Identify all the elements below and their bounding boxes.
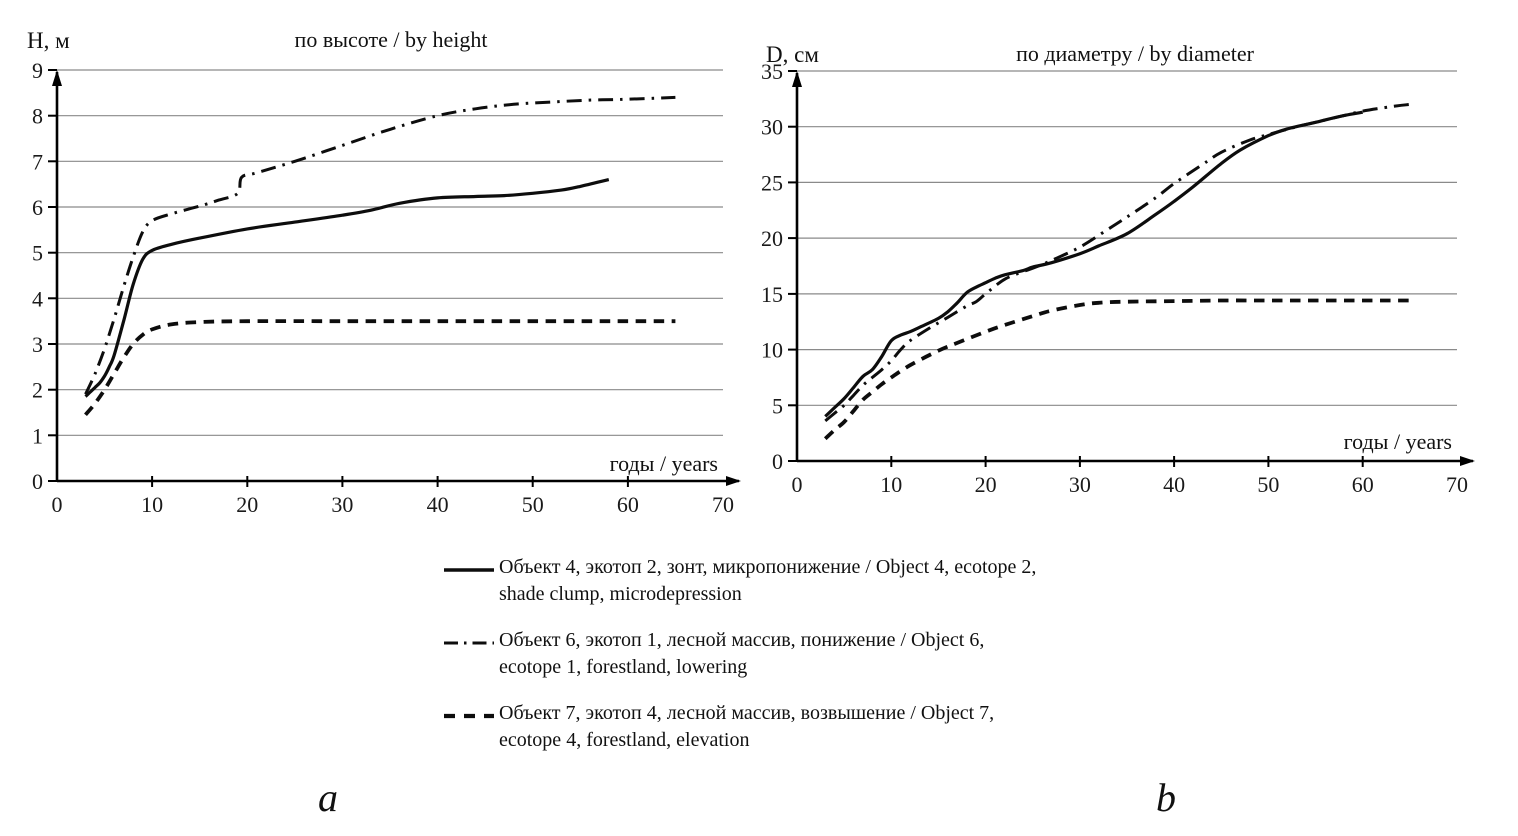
x-tick-label: 40	[426, 492, 449, 517]
legend-entry-object-4	[443, 554, 1153, 608]
legend-label-line: ecotope 1, forestland, lowering	[499, 656, 748, 678]
legend-label-line: ecotope 4, forestland, elevation	[499, 729, 750, 751]
x-tick-label: 0	[791, 472, 803, 497]
height-x-axis-unit-label: годы / years	[609, 451, 718, 476]
height-y-axis-arrow-icon	[52, 70, 62, 86]
legend-label-line: Объект 7, экотоп 4, лесной массив, возвышение / Object 7,	[499, 702, 995, 724]
legend-entry-object-7	[443, 700, 1153, 754]
x-tick-label: 70	[1446, 472, 1468, 497]
legend-label-line: Объект 6, экотоп 1, лесной массив, понижение / Object 6,	[499, 629, 985, 651]
x-tick-label: 50	[521, 492, 544, 517]
height-curve-dash-dot	[86, 97, 676, 394]
diameter-axes	[788, 71, 1475, 467]
y-tick-label: 0	[32, 469, 43, 494]
legend-label-line: Объект 4, экотоп 2, зонт, микропонижение / Object 4, ecotope 2,	[499, 556, 1037, 578]
y-tick-label: 3	[32, 332, 43, 357]
legend-label-line: shade clump, microdepression	[499, 583, 742, 605]
height-chart-plot	[0, 0, 760, 540]
y-tick-label: 20	[761, 226, 783, 252]
x-tick-label: 30	[331, 492, 354, 517]
y-tick-label: 1	[32, 423, 43, 449]
diameter-chart-title: по диаметру / by diameter	[1016, 41, 1254, 66]
diameter-chart-plot	[760, 0, 1518, 540]
x-tick-label: 20	[974, 472, 997, 497]
diameter-y-tick-labels	[761, 59, 783, 474]
diameter-series	[825, 104, 1410, 438]
solid-line-sample-icon	[443, 563, 495, 577]
y-tick-label: 2	[32, 377, 43, 403]
y-tick-label: 35	[761, 59, 783, 84]
diameter-y-axis-arrow-icon	[792, 71, 802, 87]
diameter-curve-solid	[825, 112, 1362, 416]
height-x-tick-labels	[52, 492, 735, 517]
x-tick-label: 10	[880, 472, 903, 497]
legend-label-object-4	[499, 554, 1036, 608]
diameter-x-tick-labels	[792, 472, 1469, 497]
y-tick-label: 5	[32, 240, 43, 266]
y-tick-label: 25	[761, 170, 783, 196]
height-y-tick-labels	[32, 58, 43, 494]
y-tick-label: 7	[32, 149, 43, 175]
x-tick-label: 0	[51, 492, 63, 517]
height-y-axis-unit-label: H, м	[27, 28, 70, 53]
diameter-x-axis-unit-label: годы / years	[1343, 429, 1452, 454]
y-tick-label: 10	[761, 337, 783, 363]
x-tick-label: 70	[712, 492, 734, 517]
height-curve-solid	[86, 180, 609, 397]
legend-entry-object-6	[443, 627, 1153, 681]
dash-dot-line-sample-icon	[443, 636, 495, 650]
panel-label-a: a	[318, 775, 338, 820]
height-x-axis-arrow-icon	[726, 476, 741, 486]
height-chart-title: по высоте / by height	[294, 27, 488, 52]
x-tick-label: 50	[1257, 472, 1280, 497]
x-tick-label: 60	[616, 492, 639, 517]
legend	[443, 554, 1153, 773]
height-curve-dashed	[86, 321, 676, 415]
dashed-line-sample-icon	[443, 709, 495, 723]
legend-label-object-6	[499, 627, 984, 681]
y-tick-label: 0	[772, 449, 783, 474]
x-tick-label: 10	[141, 492, 164, 517]
x-tick-label: 40	[1163, 472, 1186, 497]
y-tick-label: 8	[32, 103, 43, 129]
diameter-curve-dashed	[825, 300, 1410, 438]
diameter-y-axis-unit-label: D, см	[766, 42, 819, 67]
height-gridlines	[57, 70, 723, 435]
x-tick-label: 30	[1068, 472, 1091, 497]
legend-label-object-7	[499, 700, 994, 754]
y-tick-label: 5	[772, 393, 783, 419]
height-series	[86, 97, 676, 414]
y-tick-label: 4	[32, 286, 43, 312]
diameter-x-axis-arrow-icon	[1460, 456, 1475, 466]
y-tick-label: 9	[32, 58, 43, 83]
y-tick-label: 15	[761, 281, 783, 307]
x-tick-label: 60	[1351, 472, 1374, 497]
height-axes	[48, 70, 741, 487]
diameter-curve-dash-dot	[825, 104, 1410, 421]
y-tick-label: 30	[761, 114, 783, 140]
x-tick-label: 20	[236, 492, 259, 517]
panel-label-b: b	[1156, 775, 1176, 820]
y-tick-label: 6	[32, 195, 43, 220]
